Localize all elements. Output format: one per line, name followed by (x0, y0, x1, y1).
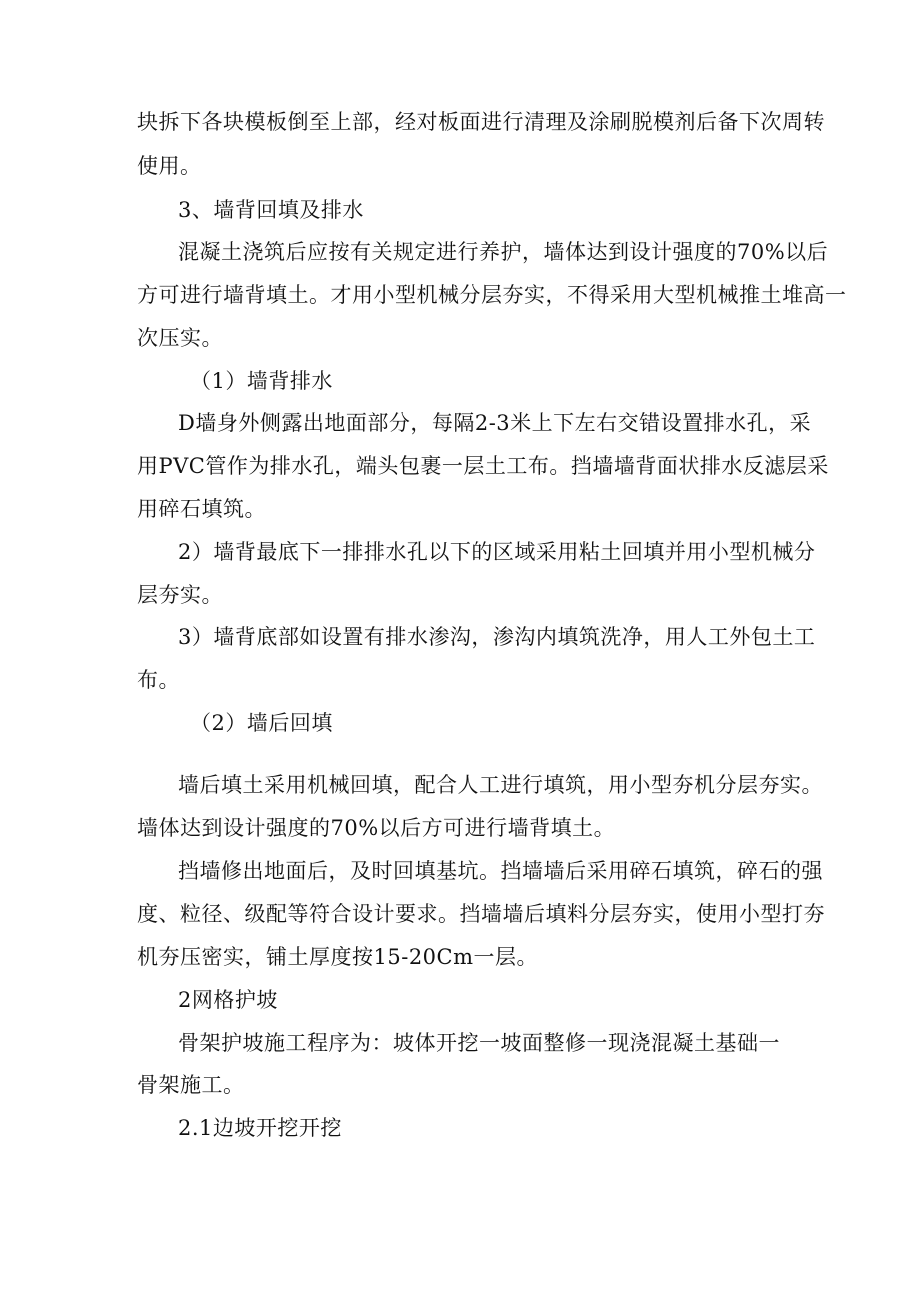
text-line: 墙体达到设计强度的70%以后方可进行墙背填土。 (137, 816, 616, 840)
text-line: D墙身外侧露出地面部分，每隔2-3米上下左右交错设置排水孔，采 (178, 411, 812, 435)
text-line: 度、粒径、级配等符合设计要求。挡墙墙后填料分层夯实，使用小型打夯 (137, 902, 825, 926)
text-line: 骨架护坡施工程序为：坡体开挖一坡面整修一现浇混凝土基础一 (178, 1031, 780, 1055)
text-line: 用PVC管作为排水孔，端头包裹一层土工布。挡墙墙背面状排水反滤层采 (137, 454, 829, 478)
text-line: 使用。 (137, 154, 202, 178)
subsection-heading: （2）墙后回填 (190, 711, 333, 735)
section-heading: 2网格护坡 (178, 988, 278, 1012)
text-line: 骨架施工。 (137, 1073, 245, 1097)
text-line: 方可进行墙背填土。才用小型机械分层夯实，不得采用大型机械推土堆高一 (137, 283, 847, 307)
text-line: 块拆下各块模板倒至上部，经对板面进行清理及涂刷脱模剂后备下次周转 (137, 110, 825, 134)
text-line: 挡墙修出地面后，及时回填基坑。挡墙墙后采用碎石填筑，碎石的强 (178, 859, 823, 883)
subsection-heading: （1）墙背排水 (190, 369, 333, 393)
text-line: 墙后填土采用机械回填，配合人工进行填筑，用小型夯机分层夯实。 (178, 773, 823, 797)
text-line: 布。 (137, 668, 180, 692)
text-line: 次压实。 (137, 326, 223, 350)
section-heading: 3、墙背回填及排水 (178, 198, 364, 222)
subsection-heading: 2.1边坡开挖开挖 (178, 1116, 342, 1140)
text-line: 3）墙背底部如设置有排水渗沟，渗沟内填筑洗净，用人工外包土工 (178, 625, 816, 649)
text-line: 机夯压密实，铺土厚度按15-20Cm一层。 (137, 945, 539, 969)
text-line: 用碎石填筑。 (137, 497, 266, 521)
text-line: 混凝土浇筑后应按有关规定进行养护，墙体达到设计强度的70%以后 (178, 240, 829, 264)
text-line: 2）墙背最底下一排排水孔以下的区域采用粘土回填并用小型机械分 (178, 540, 816, 564)
text-line: 层夯实。 (137, 583, 223, 607)
